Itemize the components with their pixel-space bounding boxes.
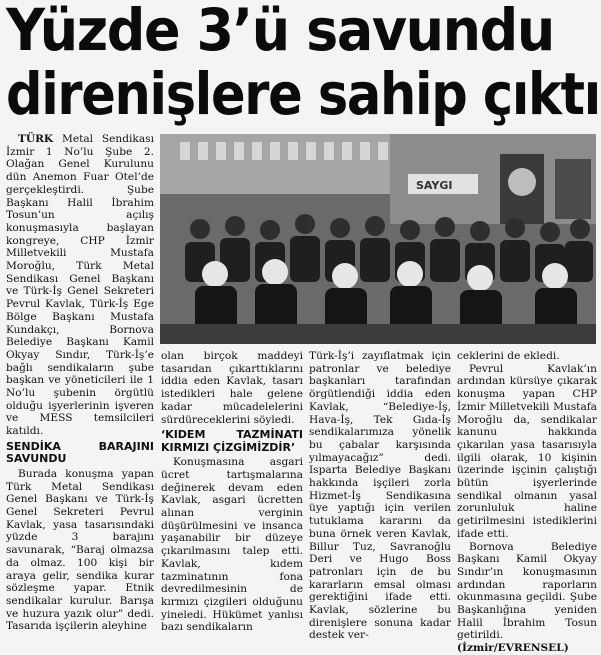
paragraph-moroglu: Pevrul Kavlak’ın ardından kürsüye çıkarak konuşma yapan CHP İzmir Milletvekili Mustafa Moroğlu da, sendikalar kanunu hakkında çıkarılan yasa tasarısıyla ilgili olarak, 10 kişinin üzerinde işçinin çalıştığı bütün işyerlerinde sendikal olmanın yasal zorunluluk haline getirilmesini istediklerini ifade etti.: [457, 362, 597, 540]
headline-line-1: Yüzde 3’ü savundu: [6, 0, 554, 64]
subheading-sendika-baraji: SENDİKA BARAJINI SAVUNDU: [6, 439, 154, 466]
byline: (İzmir/EVRENSEL): [457, 642, 569, 655]
intro-paragraph: [6, 133, 154, 438]
banner-text: SAYGI: [416, 179, 453, 192]
headline: [0, 0, 601, 132]
congress-photo: [160, 134, 596, 344]
paragraph-asgari-ucret: Konuşmasına asgari ücret tartışmalarına değinerek devam eden Kavlak, asgari ücretten alınan verginin düşürülmesini ve insanca yaşanabilir bir düzeye çıkarılmasını talep etti. Kavlak, kıdem tazminatının fona devredilmesinin de kırmızı çizgileri olduğunu yineledi. Hükümet yanlısı bazı sendikaların: [161, 456, 303, 634]
article-column-2: [161, 350, 303, 634]
lead-word: TÜRK: [18, 133, 54, 145]
paragraph-continuation: ceklerini de ekledi.: [457, 350, 560, 362]
subheading-kidem-tazminati: ‘KIDEM TAZMİNATI KIRMIZI ÇİZGİMİZDİR’: [161, 428, 303, 454]
paragraph-maddeler: olan birçok maddeyi tasarıdan çıkarttıklarını iddia eden Kavlak, tasarı istedikleri hale gelene kadar mücadelelerini sürdüreceklerini söyledi.: [161, 350, 303, 426]
article-column-1: [6, 133, 154, 633]
headline-line-2: direnişlere sahip çıktı: [6, 60, 600, 128]
paragraph-turk-is: Türk-İş’i zayıflatmak için patronlar ve belediye başkanları tarafından örgütlendiği iddia eden Kavlak, “Belediye-İş, Hava-İş, Tek Gıda-İş sendikalarımıza yönelik bu çabalar karşısında yılmayacağız” dedi. Isparta Belediye Başkanı hakkında işçileri zorla Hizmet-İş Sendikasına üye yaptığı için verilen tutuklama kararını da buna örnek veren Kavlak, Billur Tuz, Savranoğlu Deri ve Hugo Boss patronları için de bu kararların emsal olması gerektiğini ifade etti. Kavlak, sözlerine bu direnişlere sonuna kadar destek ver-: [309, 350, 451, 642]
bornova-text: Bornova Belediye Başkanı Kamil Okyay Sındır’ın konuşmasının ardından raporların okunmasına geçildi. Şube Başkanlığına yeniden Halil İbrahim Tosun getirildi.: [457, 540, 597, 642]
paragraph-bornova: [457, 541, 597, 655]
paragraph-baraj: Burada konuşma yapan Türk Metal Sendikası Genel Başkanı ve Türk-İş Genel Sekreteri Pevrul Kavlak, yasa tasarısındaki yüzde 3 barajını savunarak, “Baraj olmazsa da olmaz. 100 kişi bir araya gelir, sendika kurar sözleşme yapar. Etnik sendikalar kurulur. Barışa ve huzura yazık olur” dedi. Tasarıda işçilerin aleyhine: [6, 467, 154, 633]
intro-text: Metal Sendikası İzmir 1 No’lu Şube 2. Olağan Genel Kurulunu dün Anemon Fuar Otel’de gerçekleştirdi. Şube Başkanı Halil İbrahim Tosun’un açılış konuşmasıyla başlayan kongreye, CHP İzmir Milletvekili Mustafa Moroğlu, Türk Metal Sendikası Genel Başkanı ve Türk-İş Genel Sekreteri Pevrul Kavlak, Türk-İş Ege Bölge Başkanı Mustafa Kundakçı, Bornova Belediye Başkanı Kamil Okyay Sındır, Türk-İş’e bağlı sendikaların şube başkan ve yöneticileri ile 1 No’lu şubenin örgütlü olduğu işyerlerinin işveren ve MESS temsilcileri katıldı.: [6, 133, 154, 438]
article-column-3: [309, 350, 451, 642]
article-column-4: [457, 350, 597, 655]
